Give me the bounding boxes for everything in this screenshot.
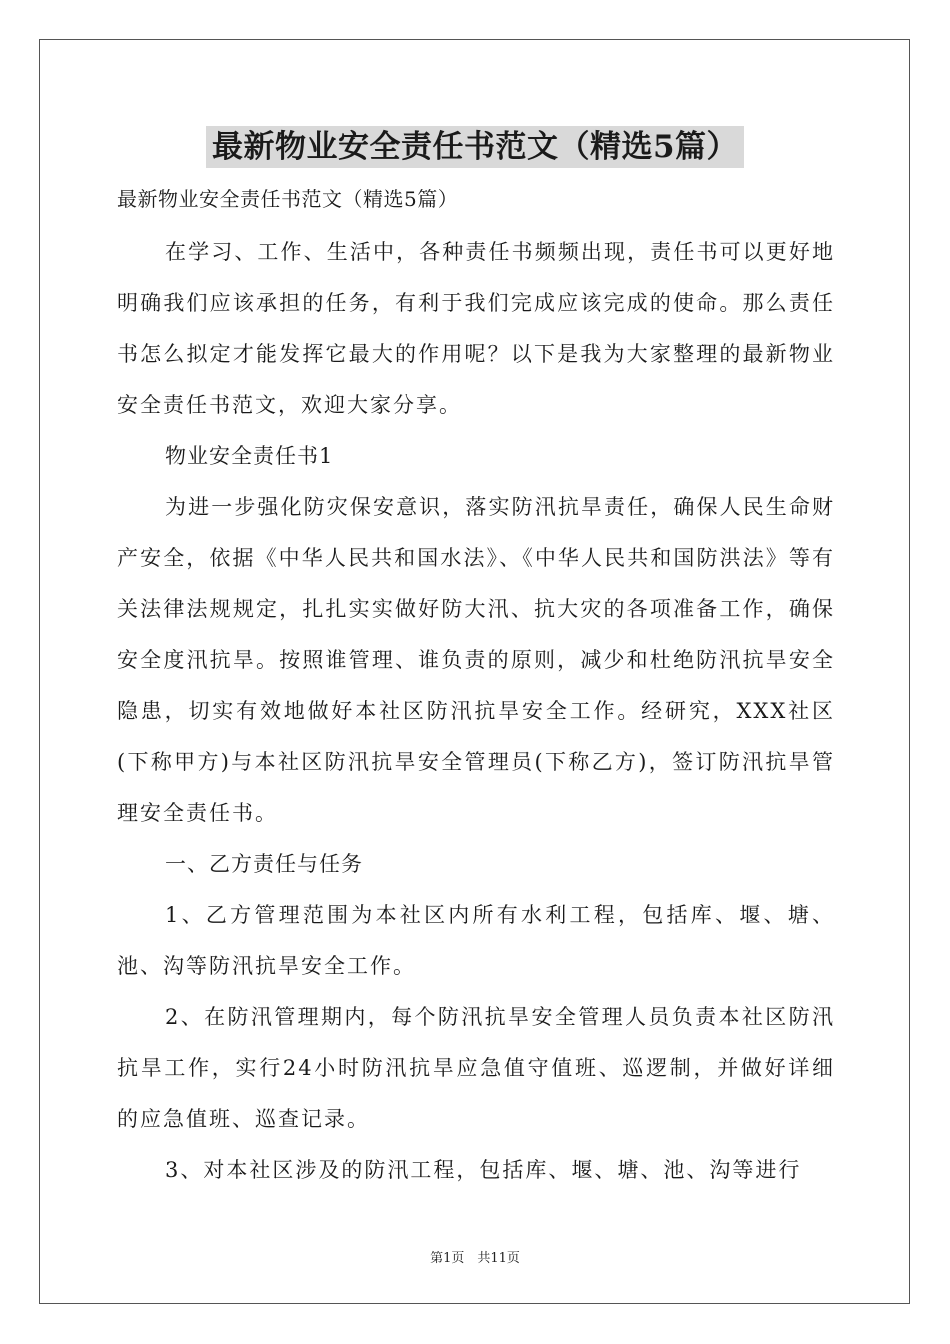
list-item: 1、乙方管理范围为本社区内所有水利工程，包括库、堰、塘、池、沟等防汛抗旱安全工作。 xyxy=(117,903,835,978)
document-body xyxy=(117,178,835,1196)
document-subtitle: 最新物业安全责任书范文（精选5篇） xyxy=(117,187,459,211)
section-paragraph: 为进一步强化防灾保安意识，落实防汛抗旱责任，确保人民生命财产安全，依据《中华人民共和国水法》、《中华人民共和国防洪法》等有关法律法规规定，扎扎实实做好防大汛、抗大灾的各项准备工作，确保安全度汛抗旱。按照谁管理、谁负责的原则，减少和杜绝防汛抗旱安全隐患，切实有效地做好本社区防汛抗旱安全工作。经研究，XXX社区(下称甲方)与本社区防汛抗旱安全管理员(下称乙方)，签订防汛抗旱管理安全责任书。 xyxy=(117,495,835,825)
document-title: 最新物业安全责任书范文（精选5篇） xyxy=(206,126,744,168)
list-item: 2、在防汛管理期内，每个防汛抗旱安全管理人员负责本社区防汛抗旱工作，实行24小时防汛抗旱应急值守值班、巡逻制，并做好详细的应急值班、巡查记录。 xyxy=(117,1005,835,1131)
page-footer: 第1页 共11页 xyxy=(430,1251,520,1266)
intro-paragraph: 在学习、工作、生活中，各种责任书频频出现，责任书可以更好地明确我们应该承担的任务，有利于我们完成应该完成的使命。那么责任书怎么拟定才能发挥它最大的作用呢？以下是我为大家整理的最新物业安全责任书范文，欢迎大家分享。 xyxy=(117,240,835,417)
part-heading: 一、乙方责任与任务 xyxy=(165,852,363,876)
list-item: 3、对本社区涉及的防汛工程，包括库、堰、塘、池、沟等进行 xyxy=(165,1158,802,1182)
section-heading: 物业安全责任书1 xyxy=(165,444,334,468)
title-container xyxy=(0,126,950,168)
